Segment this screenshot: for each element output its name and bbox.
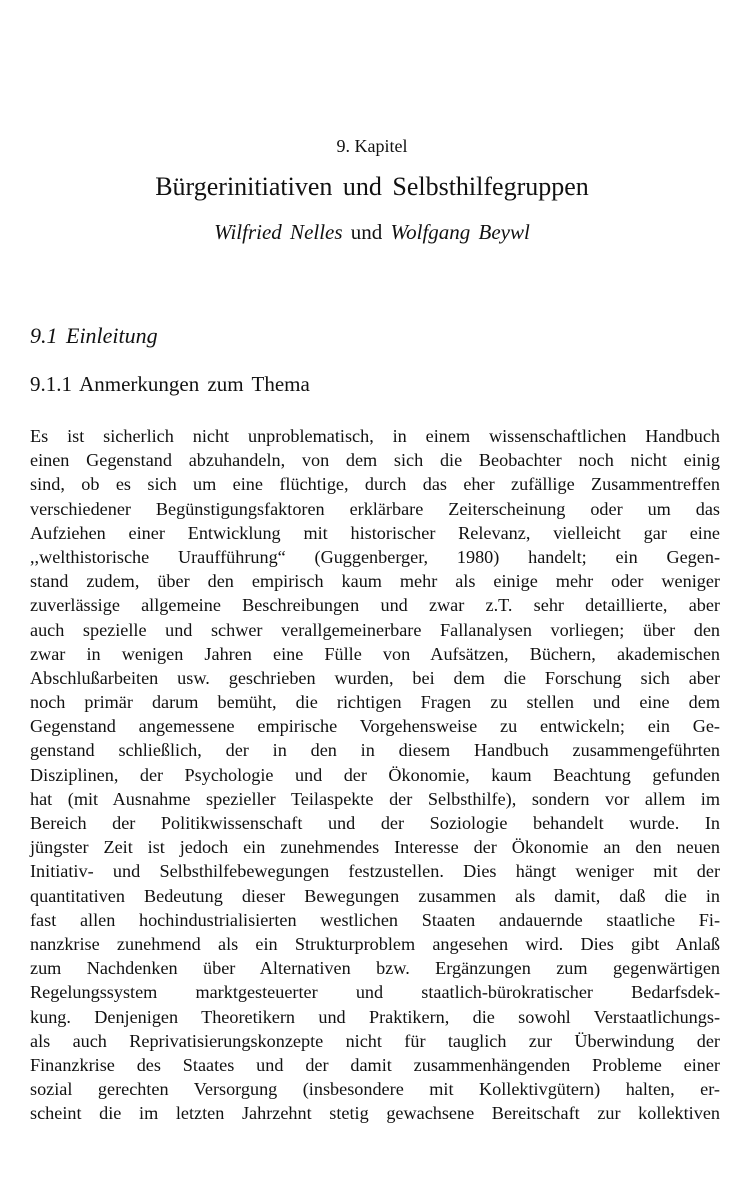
text-line: Gegenstand angemessene empirische Vorgehensweise zu entwickeln; ein Ge-: [30, 716, 720, 737]
text-line: fast allen hochindustrialisierten westlichen Staaten andauernde staatliche Fi-: [30, 909, 720, 930]
text-line: hat (mit Ausnahme spezieller Teilaspekte der Selbsthilfe), sondern vor allem im: [30, 788, 720, 809]
text-line: nanzkrise zunehmend als ein Strukturproblem angesehen wird. Dies gibt Anlaß: [30, 933, 720, 954]
subsection-heading: 9.1.1 Anmerkungen zum Thema: [30, 372, 310, 396]
chapter-authors: [0, 218, 744, 246]
text-line: auch spezielle und schwer verallgemeinerbare Fallanalysen vorliegen; über den: [30, 619, 720, 640]
body-paragraph: [30, 424, 720, 1125]
text-line: quantitativen Bedeutung dieser Bewegungen zusammen als damit, daß die in: [30, 885, 720, 906]
text-line: Aufziehen einer Entwicklung mit historischer Relevanz, vielleicht gar eine: [30, 522, 720, 543]
text-line: ,,welthistorische Uraufführung“ (Guggenberger, 1980) handelt; ein Gegen-: [30, 546, 720, 567]
text-line: Abschlußarbeiten usw. geschrieben wurden, bei dem die Forschung sich aber: [30, 667, 720, 688]
text-line: Bereich der Politikwissenschaft und der Soziologie behandelt wurde. In: [30, 813, 720, 833]
text-line: zum Nachdenken über Alternativen bzw. Ergänzungen zum gegenwärtigen: [30, 958, 720, 979]
text-line: sozial gerechten Versorgung (insbesondere mit Kollektivgütern) halten, er-: [30, 1079, 720, 1100]
text-line: kung. Denjenigen Theoretikern und Praktikern, die sowohl Verstaatlichungs-: [30, 1006, 720, 1027]
text-line: Regelungssystem marktgesteuerter und staatlich-bürokratischer Bedarfsdek-: [30, 982, 720, 1003]
text-line: scheint die im letzten Jahrzehnt stetig gewachsene Bereitschaft zur kollektiven: [30, 1103, 720, 1124]
text-line: Es ist sicherlich nicht unproblematisch, in einem wissenschaftlichen Handbuch: [30, 426, 720, 446]
text-line: stand zudem, über den empirisch kaum mehr als einige mehr oder weniger: [30, 571, 720, 592]
chapter-title: Bürgerinitiativen und Selbsthilfegruppen: [155, 172, 589, 201]
text-line: einen Gegenstand abzuhandeln, von dem sich die Beobachter noch nicht einig: [30, 450, 720, 471]
text-line: Disziplinen, der Psychologie und der Ökonomie, kaum Beachtung gefunden: [30, 764, 720, 785]
text-line: verschiedener Begünstigungsfaktoren erklärbare Zeiterscheinung oder um das: [30, 498, 720, 519]
text-line: noch primär darum bemüht, die richtigen Fragen zu stellen und eine dem: [30, 692, 720, 713]
chapter-label: 9. Kapitel: [336, 136, 408, 156]
text-line: Finanzkrise des Staates und der damit zusammenhängenden Probleme einer: [30, 1054, 720, 1075]
text-line: sind, ob es sich um eine flüchtige, durch das eher zufällige Zusammentreffen: [30, 474, 720, 495]
section-heading: 9.1 Einleitung: [30, 323, 158, 348]
author-2: Wolfgang Beywl: [390, 220, 530, 244]
text-line: zuverlässige allgemeine Beschreibungen und zwar z.T. sehr detaillierte, aber: [30, 595, 720, 616]
text-line: Initiativ- und Selbsthilfebewegungen festzustellen. Dies hängt weniger mit der: [30, 861, 720, 882]
author-1: Wilfried Nelles: [214, 220, 343, 244]
text-line: genstand schließlich, der in den in diesem Handbuch zusammengeführten: [30, 740, 720, 761]
text-line: zwar in wenigen Jahren eine Fülle von Aufsätzen, Büchern, akademischen: [30, 643, 720, 664]
author-joiner: und: [350, 220, 383, 244]
text-line: jüngster Zeit ist jedoch ein zunehmendes Interesse der Ökonomie an den neuen: [30, 837, 720, 858]
text-line: als auch Reprivatisierungskonzepte nicht für tauglich zur Überwindung der: [30, 1030, 720, 1051]
